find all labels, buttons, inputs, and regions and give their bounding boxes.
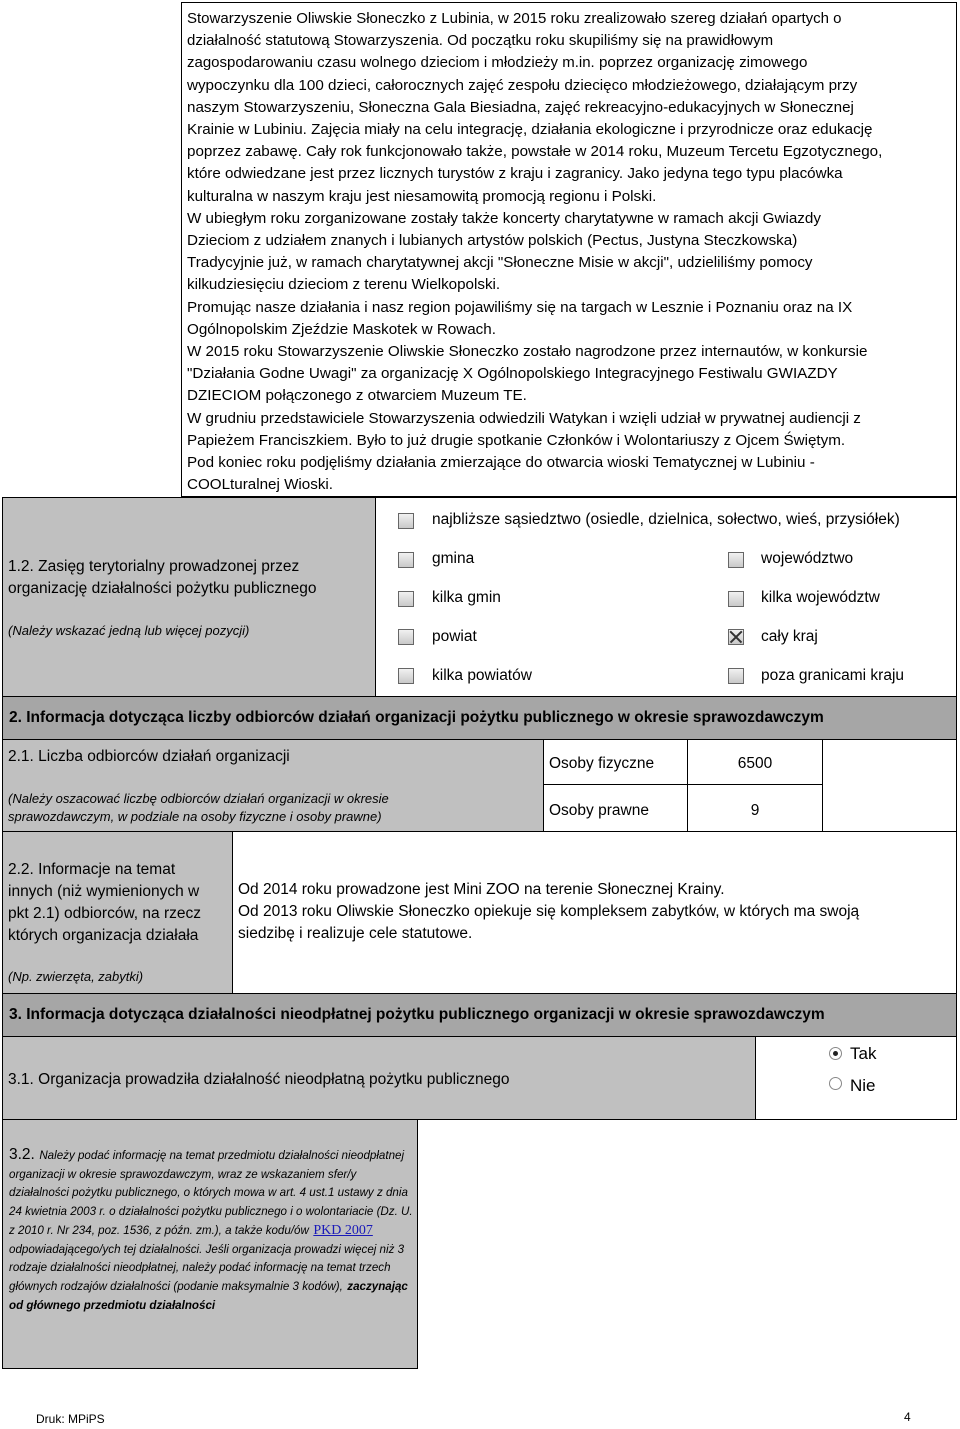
report-line-17: "Działania Godne Uwagi" za organizację X Ogólnopolskiego Integracyjnego Festiwalu GWIAZDY bbox=[187, 365, 838, 383]
label-najblizsze: najbliższe sąsiedztwo (osiedle, dzielnica, sołectwo, wieś, przysiółek) bbox=[432, 511, 900, 528]
osoby-prawne-value-text: 9 bbox=[750, 802, 760, 819]
section-2-1-right-cell bbox=[822, 739, 957, 832]
report-line-5: naszym Stowarzyszeniu, Słoneczna Gala Biesiadna, zajęć rekreacyjno-edukacyjnych w Słonecznej bbox=[187, 98, 854, 116]
section-2-2-text-cell[interactable] bbox=[232, 831, 957, 994]
osoby-prawne-value[interactable] bbox=[687, 784, 823, 832]
checkbox-poza-granicami[interactable] bbox=[728, 668, 744, 684]
section-3-2-text-a: Należy podać informację na temat przedmiotu działalności nieodpłatnej organizacji w okresie sprawozdawczym, wraz ze wskazaniem sfer/y działalności pożytku publicznego, o których mowa w art. 4 ust.1 ustawy z dnia 24 kwietnia 2003 r. o działalności pożytku publicznego i o wolontariacie (Dz. U. z 2010 r. Nr 234, poz. 1536, z późn. zm.), a także kodu/ów bbox=[9, 1149, 413, 1237]
label-poza-granicami: poza granicami kraju bbox=[761, 667, 905, 684]
section-3-header bbox=[2, 993, 957, 1037]
osoby-fizyczne-label-cell bbox=[543, 739, 688, 785]
checkbox-najblizsze[interactable] bbox=[398, 513, 414, 529]
section-2-header-text: 2. Informacja dotycząca liczby odbiorców działań organizacji pożytku publicznego w okresie sprawozdawczym bbox=[9, 709, 824, 726]
report-line-21: Pod koniec roku podjęliśmy działania zmierzające do otwarcia wioski Tematycznej w Lubiniu - bbox=[187, 454, 815, 472]
section-3-2-text-b: odpowiadającego/ych tej działalności. Jeśli organizacja prowadzi więcej niż 3 rodzaje działalności nieodpłatnej, należy podać informację na temat trzech głównych rodzajów działalności (podanie maksymalnie 3 kodów), bbox=[9, 1242, 405, 1293]
section-2-2-note: (Np. zwierzęta, zabytki) bbox=[8, 969, 144, 984]
label-kilka-gmin: kilka gmin bbox=[432, 589, 501, 606]
footer-left: Druk: MPiPS bbox=[36, 1412, 105, 1426]
section-3-1-label: 3.1. Organizacja prowadziła działalność nieodpłatną pożytku publicznego bbox=[8, 1071, 510, 1088]
section-2-1-label: 2.1. Liczba odbiorców działań organizacji bbox=[8, 748, 290, 765]
section-2-2-label: 2.2. Informacje na temat innych (niż wymienionych w pkt 2.1) odbiorców, na rzecz których organizacja działała bbox=[8, 861, 201, 944]
section-3-2-text bbox=[9, 1146, 413, 1314]
section-2-header bbox=[2, 696, 957, 740]
label-gmina: gmina bbox=[432, 550, 475, 567]
checkbox-wojewodztwo[interactable] bbox=[728, 552, 744, 568]
section-3-2-label-cell bbox=[2, 1119, 418, 1369]
radio-tak[interactable] bbox=[829, 1047, 842, 1060]
section-2-1-note: (Należy oszacować liczbę odbiorców działań organizacji w okresie sprawozdawczym, w podziale na osoby fizyczne i osoby prawne) bbox=[8, 791, 389, 824]
osoby-prawne-label-cell bbox=[543, 784, 688, 832]
report-line-13: kilkudziesięciu dzieciom z terenu Wielkopolski. bbox=[187, 276, 501, 294]
section-1-2-label: 1.2. Zasięg terytorialny prowadzonej przez organizację działalności pożytku publicznego bbox=[8, 558, 317, 597]
section-2-2-text-3: siedzibę i realizuje cele statutowe. bbox=[238, 925, 473, 942]
report-line-14: Promując nasze działania i nasz region pojawiliśmy się na targach w Lesznie i Poznaniu oraz na IX bbox=[187, 298, 853, 316]
radio-nie-label: Nie bbox=[850, 1076, 876, 1095]
osoby-fizyczne-label: Osoby fizyczne bbox=[549, 755, 655, 772]
report-line-6: Krainie w Lubiniu. Zajęcia miały na celu integrację, działania ekologiczne i przyrodnicze oraz edukację bbox=[187, 121, 873, 139]
report-line-9: kulturalna w naszym kraju jest niesamowitą promocją regionu i Polski. bbox=[187, 187, 657, 205]
checkbox-kilka-gmin[interactable] bbox=[398, 591, 414, 607]
footer-page-number: 4 bbox=[904, 1410, 911, 1424]
label-wojewodztwo: województwo bbox=[761, 550, 854, 567]
report-line-10: W ubiegłym roku zorganizowane zostały także koncerty charytatywne w ramach akcji Gwiazdy bbox=[187, 209, 821, 227]
section-2-2-text-1: Od 2014 roku prowadzone jest Mini ZOO na terenie Słonecznej Krainy. bbox=[238, 881, 725, 898]
pkd-2007-link[interactable]: PKD 2007 bbox=[313, 1222, 373, 1238]
report-line-12: Tradycyjnie już, w ramach charytatywnej akcji "Słoneczne Misie w akcji", udzieliliśmy pomocy bbox=[187, 254, 813, 272]
checkbox-gmina[interactable] bbox=[398, 552, 414, 568]
osoby-fizyczne-value[interactable] bbox=[687, 739, 823, 785]
osoby-prawne-label: Osoby prawne bbox=[549, 802, 649, 819]
checkbox-kilka-wojewodztw[interactable] bbox=[728, 591, 744, 607]
radio-tak-label: Tak bbox=[850, 1044, 877, 1063]
report-line-20: Papieżem Franciszkiem. Było to już drugie spotkanie Członków i Wolontariuszy z Ojcem Świętym. bbox=[187, 431, 846, 449]
section-1-2-note: (Należy wskazać jedną lub więcej pozycji) bbox=[8, 623, 250, 638]
report-line-4: wypoczynku dla 100 dzieci, całorocznych zajęć zespołu dziecięco młodzieżowego, działającym przy bbox=[187, 76, 858, 94]
report-line-22: COOLturalnej Wioski. bbox=[187, 476, 334, 494]
report-line-7: poprzez zabawę. Cały rok funkcjonowało także, powstałe w 2014 roku, Muzeum Tercetu Egzotycznego, bbox=[187, 143, 883, 161]
report-line-15: Ogólnopolskim Zjeździe Maskotek w Rowach. bbox=[187, 320, 496, 338]
report-lines bbox=[187, 75, 956, 497]
section-2-2-text-2: Od 2013 roku Oliwskie Słoneczko opiekuje się kompleksem zabytków, w których ma swoją bbox=[238, 903, 860, 920]
report-line-3: zagospodarowaniu czasu wolnego dzieciom i młodzieży m.in. poprzez organizację zimowego bbox=[187, 54, 808, 72]
checkbox-caly-kraj[interactable] bbox=[728, 629, 744, 645]
osoby-fizyczne-value-text: 6500 bbox=[737, 755, 773, 772]
section-3-header-text: 3. Informacja dotycząca działalności nieodpłatnej pożytku publicznego organizacji w okresie sprawozdawczym bbox=[9, 1006, 825, 1023]
section-3-2-number: 3.2. bbox=[9, 1146, 35, 1163]
report-line-2: działalność statutową Stowarzyszenia. Od początku roku skupiliśmy się na prawidłowym bbox=[187, 32, 774, 50]
checkbox-kilka-powiatow[interactable] bbox=[398, 668, 414, 684]
label-kilka-wojewodztw: kilka województw bbox=[761, 589, 880, 606]
report-line-16: W 2015 roku Stowarzyszenie Oliwskie Słoneczko zostało nagrodzone przez internautów, w konkursie bbox=[187, 343, 868, 361]
label-kilka-powiatow: kilka powiatów bbox=[432, 667, 532, 684]
checkbox-powiat[interactable] bbox=[398, 629, 414, 645]
label-caly-kraj: cały kraj bbox=[761, 628, 818, 645]
report-line-19: W grudniu przedstawiciele Stowarzyszenia odwiedzili Watykan i wzięli udział w prywatnej audiencji z bbox=[187, 409, 861, 427]
report-line-8: które odwiedzane jest przez licznych turystów z kraju i zagranicy. Jako jedyna tego typu placówka bbox=[187, 165, 843, 183]
label-powiat: powiat bbox=[432, 628, 477, 645]
report-line-1: Stowarzyszenie Oliwskie Słoneczko z Lubinia, w 2015 roku zrealizowało szereg działań opartych o bbox=[187, 10, 842, 27]
section-3-2-text-bold: zaczynając od głównego przedmiotu działalności bbox=[9, 1279, 408, 1312]
report-line-18: DZIECIOM połączonego z otwarciem Muzeum TE. bbox=[187, 387, 527, 405]
radio-nie[interactable] bbox=[829, 1077, 842, 1090]
report-line-11: Dzieciom z udziałem znanych i lubianych artystów polskich (Pectus, Justyna Steczkowska) bbox=[187, 232, 798, 250]
report-text-box bbox=[181, 2, 957, 497]
